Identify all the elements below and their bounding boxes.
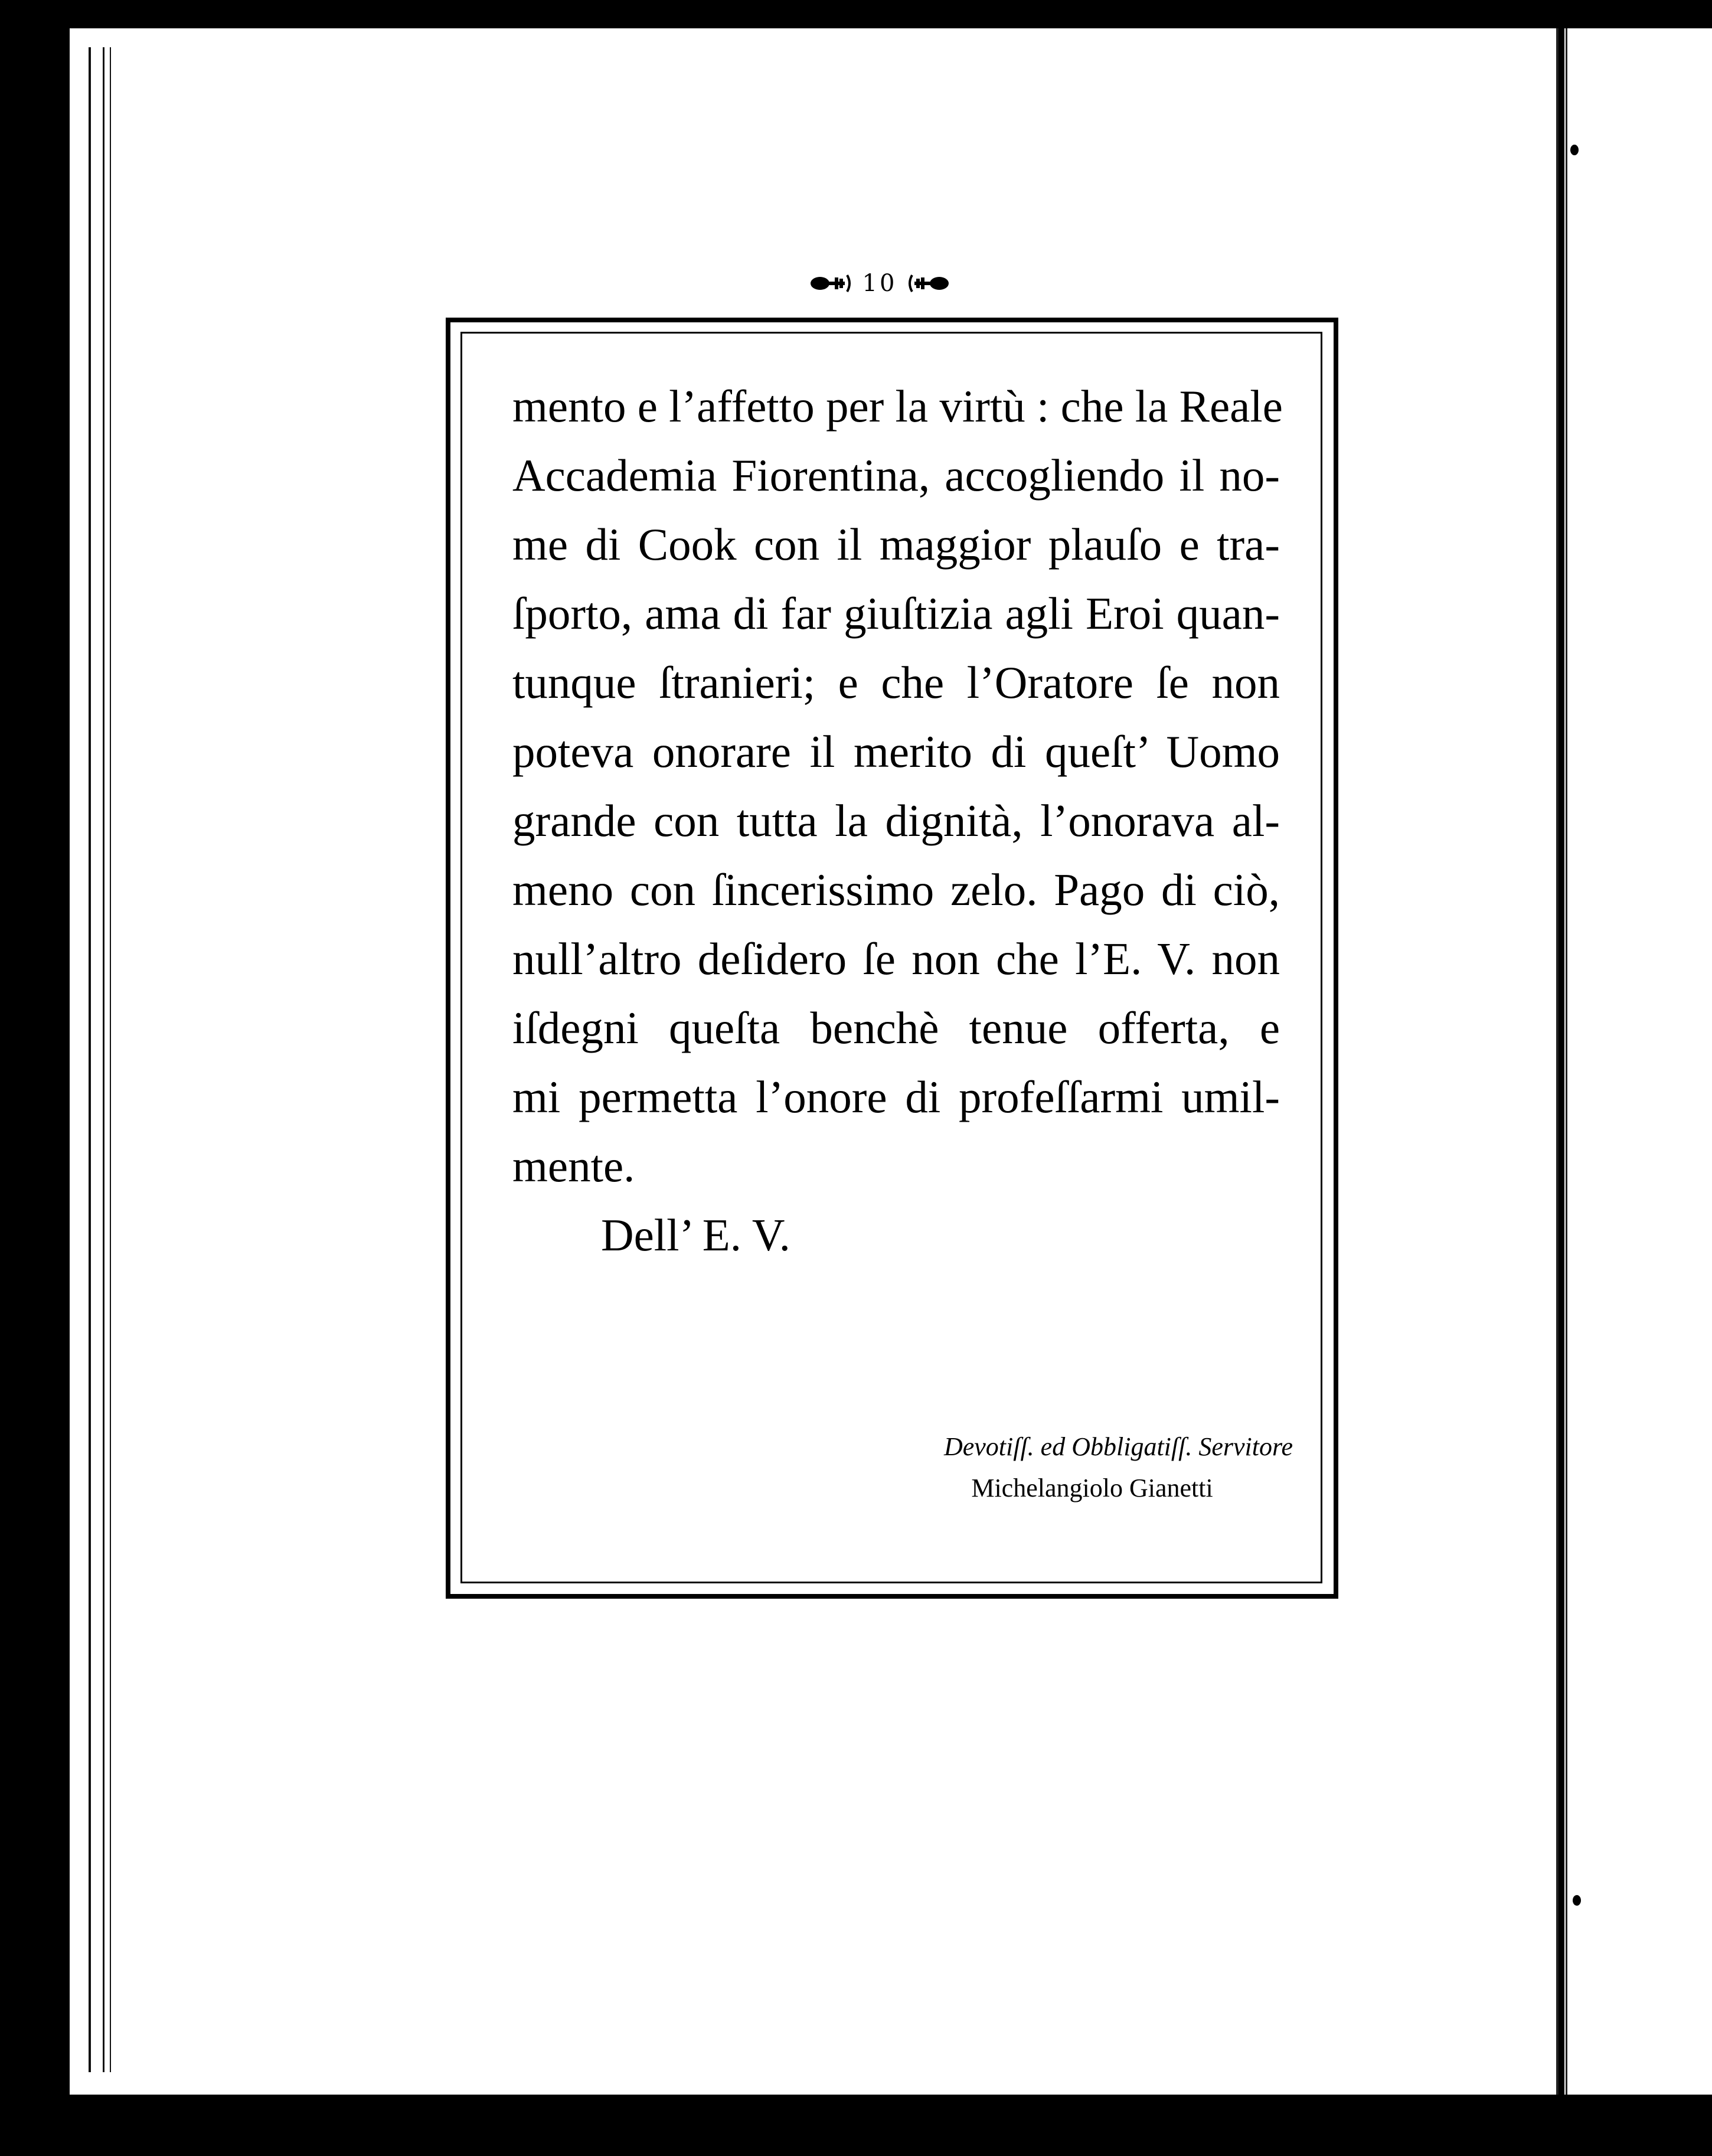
adjacent-page-strip xyxy=(1564,28,1712,2095)
ink-speck xyxy=(46,1293,50,1296)
text-line: me di Cook con il maggior plauſo e tra- xyxy=(512,519,1280,570)
right-ornament-icon xyxy=(905,272,950,295)
page-edge xyxy=(1556,28,1559,2095)
adjacent-page-gutter xyxy=(1566,28,1567,2095)
text-line: null’altro deſidero ſe non che l’E. V. non xyxy=(512,933,1280,984)
text-line: Accademia Fiorentina, accogliendo il no- xyxy=(512,450,1280,501)
page-number: 10 xyxy=(862,270,897,297)
text-line: ſporto, ama di far giuſtizia agli Eroi quan- xyxy=(512,588,1280,639)
page-gutter-line xyxy=(110,47,111,2072)
closing-salutation: Dell’ E. V. xyxy=(601,1210,790,1260)
text-line: iſdegni queſta benchè tenue offerta, e xyxy=(512,1002,1280,1053)
page-gutter-line xyxy=(89,47,91,2072)
text-line: tunque ſtranieri; e che l’Oratore ſe non xyxy=(512,657,1280,708)
ink-speck xyxy=(1570,145,1579,155)
page-header xyxy=(785,266,974,301)
signature-title: Devotiſſ. ed Obbligatiſſ. Servitore xyxy=(943,1432,1293,1461)
text-line: mento e l’affetto per la virtù : che la Reale xyxy=(512,381,1283,432)
ink-speck xyxy=(1573,1895,1581,1906)
signature-name: Michelangiolo Gianetti xyxy=(971,1474,1213,1502)
text-line: mente. xyxy=(512,1141,635,1191)
left-ornament-icon xyxy=(809,272,854,295)
text-line: grande con tutta la dignità, l’onorava al- xyxy=(512,795,1280,846)
text-line: poteva onorare il merito di queſt’ Uomo xyxy=(512,726,1280,777)
text-line: mi permetta l’onore di profeſſarmi umil- xyxy=(512,1072,1280,1122)
ink-speck xyxy=(1653,2116,1661,2125)
signature-block xyxy=(868,1429,1293,1507)
text-line: meno con ſincerissimo zelo. Pago di ciò, xyxy=(512,864,1280,915)
letter-body xyxy=(512,372,1283,1270)
page-gutter-line xyxy=(103,47,104,2072)
